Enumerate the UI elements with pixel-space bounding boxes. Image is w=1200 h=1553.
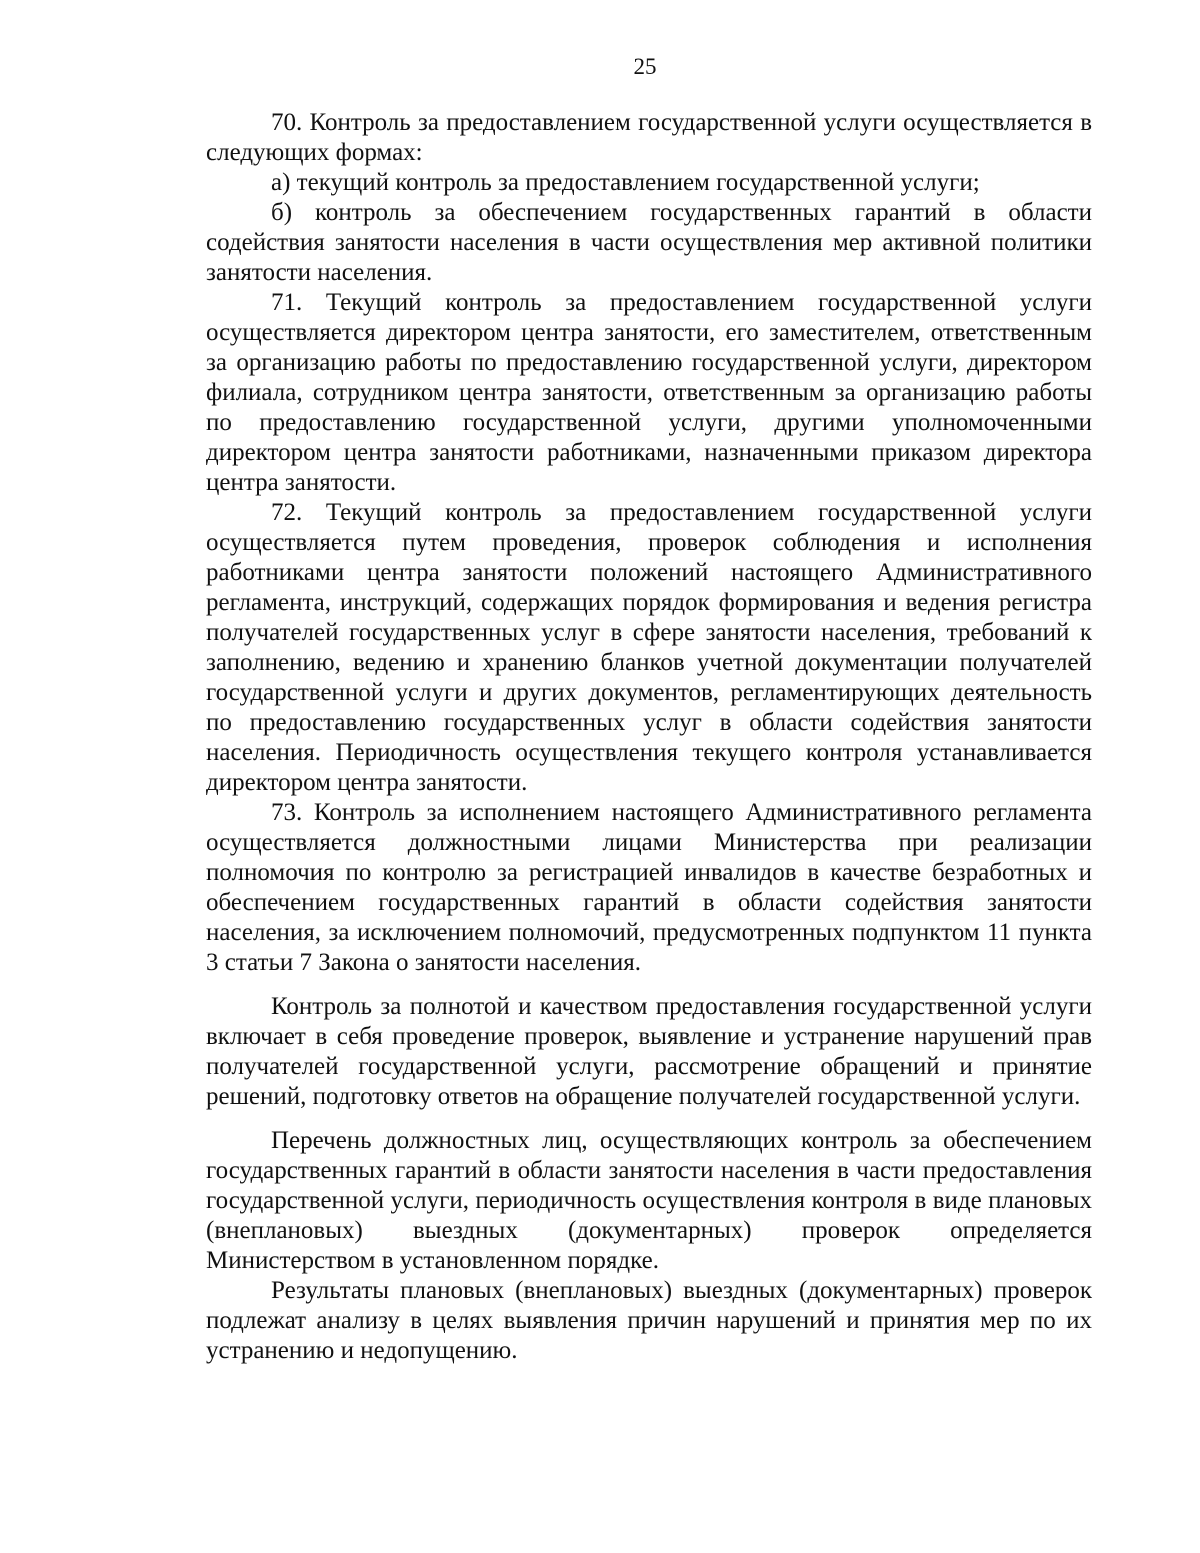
paragraph-73: 73. Контроль за исполнением настоящего Административного регламента осуществляется должностными лицами Министерства при реализации полномочия по контролю за регистрацией инвалидов в качестве безработных и обеспечением государственных гарантий в области содействия занятости населения, за исключением полномочий, предусмотренных подпунктом 11 пункта 3 статьи 7 Закона о занятости населения. [206, 799, 1092, 976]
paragraph-72: 72. Текущий контроль за предоставлением государственной услуги осуществляется путем проведения, проверок соблюдения и исполнения работниками центра занятости положений настоящего Административного регламента, инструкций, содержащих порядок формирования и ведения регистра получателей государственных услуг в сфере занятости населения, требований к заполнению, ведению и хранению бланков учетной документации получателей государственной услуги и других документов, регламентирующих деятельность по предоставлению государственных услуг в области содействия занятости населения. Периодичность осуществления текущего контроля устанавливается директором центра занятости. [206, 499, 1092, 796]
page-number: 25 [633, 54, 657, 79]
paragraph-officials-list: Перечень должностных лиц, осуществляющих контроль за обеспечением государственных гарантий в области занятости населения в части предоставления государственной услуги, периодичность осуществления контроля в виде плановых (внеплановых) выездных (документарных) проверок определяется Министерством в установленном порядке. [206, 1127, 1092, 1274]
paragraph-70-a: а) текущий контроль за предоставлением государственной услуги; [271, 169, 980, 196]
paragraph-70: 70. Контроль за предоставлением государственной услуги осуществляется в следующих формах: [206, 109, 1092, 166]
paragraph-71: 71. Текущий контроль за предоставлением государственной услуги осуществляется директором центра занятости, его заместителем, ответственным за организацию работы по предоставлению государственной услуги, директором филиала, сотрудником центра занятости, ответственным за организацию работы по предоставлению государственной услуги, другими уполномоченными директором центра занятости работниками, назначенными приказом директора центра занятости. [206, 289, 1092, 496]
paragraph-inspection-results: Результаты плановых (внеплановых) выездных (документарных) проверок подлежат анализу в целях выявления причин нарушений и принятия мер по их устранению и недопущению. [206, 1277, 1092, 1364]
document-body [206, 108, 1092, 1366]
paragraph-quality-control: Контроль за полнотой и качеством предоставления государственной услуги включает в себя проведение проверок, выявление и устранение нарушений прав получателей государственной услуги, рассмотрение обращений и принятие решений, подготовку ответов на обращение получателей государственной услуги. [206, 993, 1092, 1110]
paragraph-70-b: б) контроль за обеспечением государственных гарантий в области содействия занятости населения в части осуществления мер активной политики занятости населения. [206, 199, 1092, 286]
